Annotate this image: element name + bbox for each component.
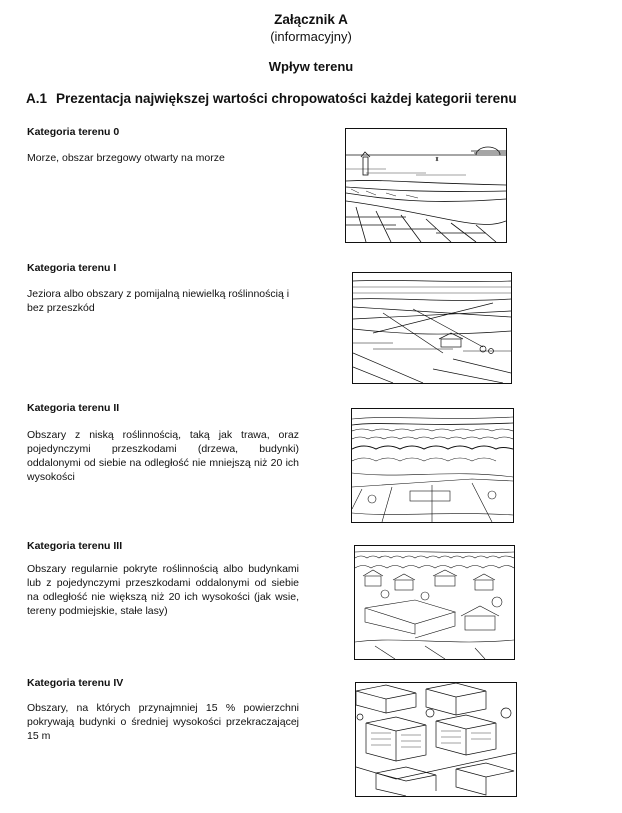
low-vegetation-sketch-icon	[351, 408, 514, 523]
category-4-title: Kategoria terenu IV	[27, 677, 124, 689]
section-number: A.1	[26, 91, 48, 106]
category-1-title: Kategoria terenu I	[27, 262, 117, 274]
category-2-description: Obszary z niską roślinnością, taką jak trawa, oraz pojedynczymi przeszkodami (drzewa, budynki) oddalonymi od siebie na odległość nie mniejszą niż 20 ich wysokości	[27, 429, 299, 483]
category-1-description: Jeziora albo obszary z pomijalną niewielką roślinnością i bez przeszkód	[27, 288, 290, 314]
lake-open-land-sketch-icon	[352, 272, 512, 384]
category-0-description: Morze, obszar brzegowy otwarty na morze	[27, 152, 225, 164]
annex-heading: Wpływ terenu	[268, 59, 354, 74]
category-3-description: Obszary regularnie pokryte roślinnością albo budynkami lub z pojedynczymi przeszkodami oddalonymi od siebie na odległość nie większą niż 20 ich wysokości (jak wsie, tereny podmiejskie, stałe lasy)	[27, 563, 299, 617]
category-2-title: Kategoria terenu II	[27, 402, 120, 414]
annex-title: Załącznik A	[274, 12, 348, 27]
urban-buildings-sketch-icon	[355, 682, 517, 797]
sea-coast-sketch-icon	[345, 128, 507, 243]
category-0-title: Kategoria terenu 0	[27, 126, 120, 138]
suburban-sketch-icon	[354, 545, 515, 660]
category-3-text-clip	[27, 562, 301, 618]
category-3-title: Kategoria terenu III	[27, 540, 123, 552]
annex-subtitle: (informacyjny)	[270, 29, 352, 44]
section-title: Prezentacja największej wartości chropowatości każdej kategorii terenu	[56, 91, 517, 106]
category-4-description: Obszary, na których przynajmniej 15 % powierzchni pokrywają budynki o średniej wysokości przekraczającej 15 m	[27, 702, 299, 742]
section-heading	[26, 91, 517, 106]
